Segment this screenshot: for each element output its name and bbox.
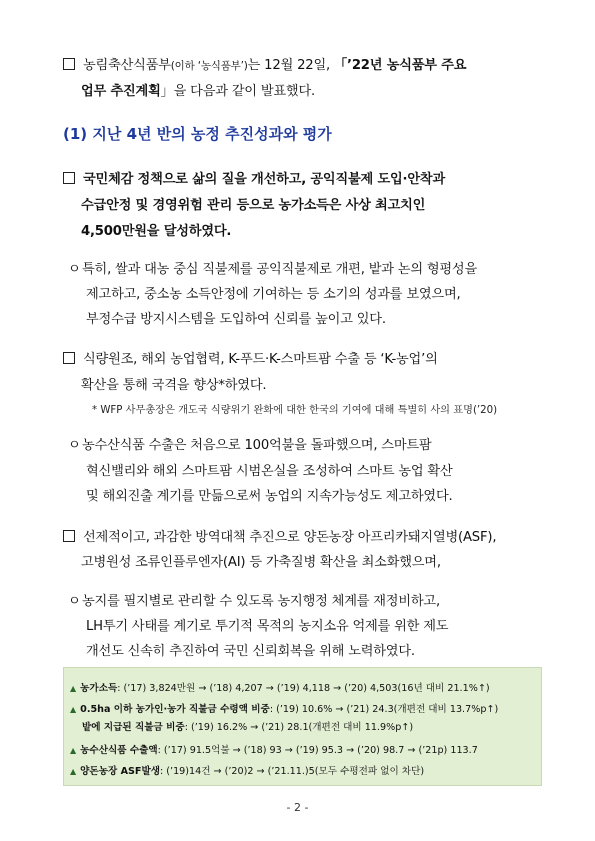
intro-text: (이하 ‘농식품부’) [170,60,248,72]
footnote: * WFP 사무총장은 개도국 식량위기 완화에 대한 한국의 기여에 대해 특별히 사의 표명(’20) [92,405,498,416]
sub-3-line-3: 개선도 신속히 추진하여 국민 신뢰회복을 위해 노력하였다. [86,644,415,659]
bullet-1-line-2: 수급안정 및 경영위험 관리 등으로 농가소득은 사상 최고치인 [81,198,426,213]
stat-row-exports [70,742,478,756]
sub-1-line-1 [68,258,477,277]
bullet-2-line-2: 확산을 통해 국격을 향상*하였다. [81,378,267,393]
stat-label: 밭에 지급된 직불금 비중 [82,722,185,733]
stat-label: 0.5ha 이하 농가인·농가 직불금 수령액 비중 [80,704,270,715]
stat-label: 농수산식품 수출액 [80,745,158,756]
stat-row-asf [70,763,424,777]
intro-text: 는 12월 22일, [247,58,331,73]
stat-label: 농가소득 [80,683,118,694]
triangle-bullet-icon: ▲ [70,684,77,693]
stat-value: : (’19)14건 → (’20)2 → (’21.11.)5(모두 수평전파 없이 차단) [160,766,425,777]
intro-text: 」을 다음과 같이 발표했다. [160,84,315,99]
bullet-text: 국민체감 정책으로 삶의 질을 개선하고, 공익직불제 도입·안착과 [83,172,445,187]
checkbox-square-icon [63,58,75,70]
sub-1-line-3: 부정수급 방지시스템을 도입하여 신뢰를 높이고 있다. [86,312,386,327]
intro-line-1 [63,54,466,73]
bullet-text: 식량원조, 해외 농업협력, K-푸드·K-스마트팜 수출 등 ‘K-농업’의 [83,352,438,367]
section-heading: (1) 지난 4년 반의 농정 추진성과와 평가 [63,125,332,143]
triangle-bullet-icon: ▲ [70,746,77,755]
bullet-3-line-2: 고병원성 조류인플루엔자(AI) 등 가축질병 확산을 최소화했으며, [81,555,441,570]
stat-value: : (’17) 3,824만원 → (’18) 4,207 → (’19) 4,118 → (’20) 4,503(16년 대비 21.1%↑) [117,683,490,694]
sub-2-line-1 [68,434,431,453]
stat-row-farm-income [70,680,490,694]
stat-value: : (’17) 91.5억불 → (’18) 93 → (’19) 95.3 → (’20) 98.7 → (’21p) 113.7 [157,745,478,756]
stats-box [63,667,542,786]
stat-value: : (’19) 10.6% → (’21) 24.3(개편전 대비 13.7%p↑) [269,704,499,715]
checkbox-square-icon [63,352,75,364]
circle-bullet-icon: ㅇ [68,262,81,277]
sub-text: 농수산식품 수출은 처음으로 100억불을 돌파했으며, 스마트팜 [82,438,432,453]
sub-3-line-1 [68,590,440,609]
checkbox-square-icon [63,530,75,542]
sub-2-line-3: 및 해외진출 계기를 만듦으로써 농업의 지속가능성도 제고하였다. [86,489,453,504]
bullet-text: 선제적이고, 과감한 방역대책 추진으로 양돈농장 아프리카돼지열병(ASF), [83,530,497,545]
sub-text: 특히, 쌀과 대농 중심 직불제를 공익직불제로 개편, 밭과 논의 형평성을 [82,262,478,277]
stat-row-small-farm-share [70,701,498,715]
stat-row-field-share [82,719,413,733]
stat-label: 양돈농장 ASF발생 [80,766,160,777]
bullet-2-line-1 [63,348,438,367]
stat-value: : (’19) 16.2% → (’21) 28.1(개편전 대비 11.9%p↑) [184,722,414,733]
intro-plan-title: 「’22년 농식품부 주요 [334,58,467,73]
sub-1-line-2: 제고하고, 중소농 소득안정에 기여하는 등 소기의 성과를 보였으며, [86,287,461,302]
triangle-bullet-icon: ▲ [70,705,77,714]
intro-plan-title: 업무 추진계획 [81,84,161,99]
page-number: - 2 - [286,801,309,814]
bullet-3-line-1 [63,526,496,545]
intro-line-2 [81,80,315,99]
sub-2-line-2: 혁신밸리와 해외 스마트팜 시범온실을 조성하여 스마트 농업 확산 [86,464,453,479]
circle-bullet-icon: ㅇ [68,594,81,609]
bullet-1-line-1 [63,168,445,187]
checkbox-square-icon [63,172,75,184]
sub-3-line-2: LH투기 사태를 계기로 투기적 목적의 농지소유 억제를 위한 제도 [86,619,449,634]
sub-text: 농지를 필지별로 관리할 수 있도록 농지행정 체계를 재정비하고, [82,594,440,609]
circle-bullet-icon: ㅇ [68,438,81,453]
triangle-bullet-icon: ▲ [70,767,77,776]
intro-text: 농림축산식품부 [83,58,171,73]
bullet-1-line-3: 4,500만원을 달성하였다. [81,224,232,239]
